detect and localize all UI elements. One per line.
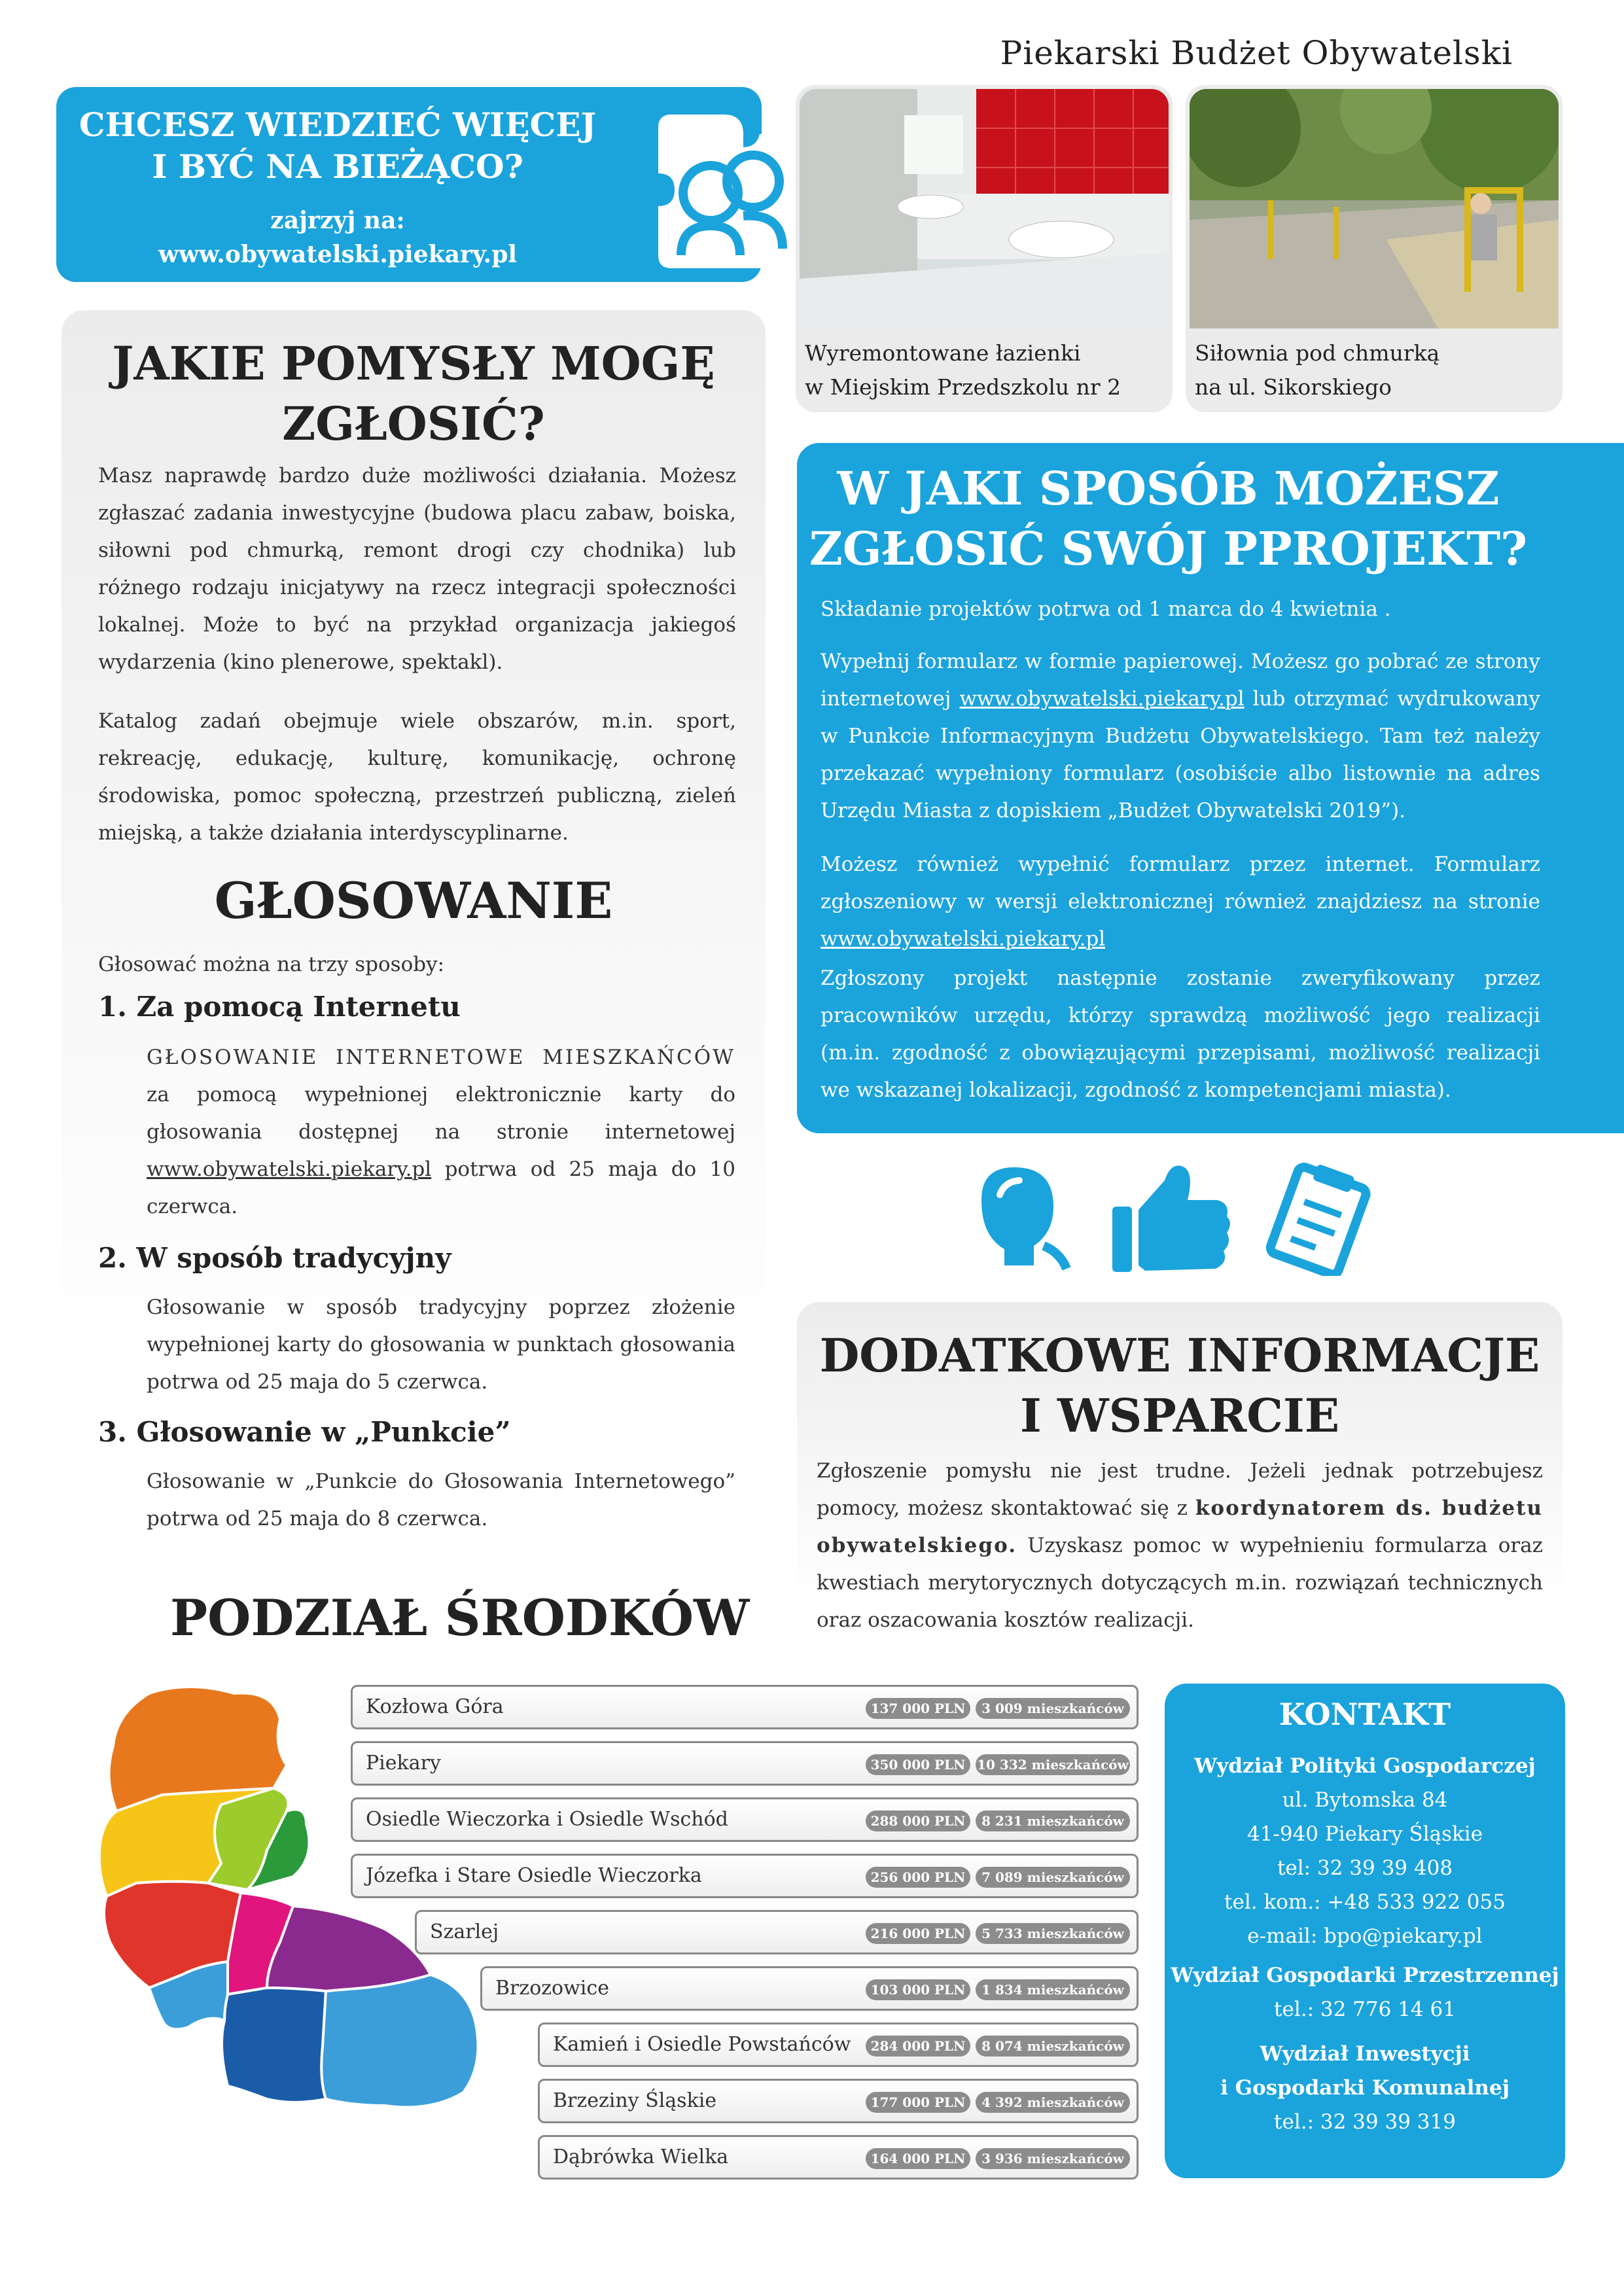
promo-subtitle <box>56 203 619 272</box>
ideas-title <box>62 334 766 454</box>
caption-line1: Wyremontowane łazienki <box>805 340 1081 366</box>
how-link-1[interactable]: www.obywatelski.piekary.pl <box>959 687 1244 711</box>
district-name: Piekary <box>366 1752 441 1775</box>
district-residents-badge: 3 936 mieszkańców <box>976 2148 1130 2169</box>
bathroom-photo <box>800 89 1169 328</box>
district-name: Kozłowa Góra <box>366 1695 504 1718</box>
voting-text-a: za pomocą wypełnionej elektronicznie karty do głosowania dostępnej na stronie internetowej <box>147 1083 735 1144</box>
additional-text-a: Zgłoszenie pomysłu nie jest trudne. Jeżeli jednak potrzebujesz pomocy, możesz skontaktować się z <box>817 1459 1543 1520</box>
promo-title-line2: I BYĆ NA BIEŻĄCO? <box>152 147 523 186</box>
ideas-paragraph-1: Masz naprawdę bardzo duże możliwości działania. Możesz zgłaszać zadania inwestycyjne (budowa placu zabaw, boiska, siłowni pod chmurką, remont drogi czy chodnika) lub różnego rodzaju inicjatywy na rzecz integracji społeczności lokalnej. Może to być na przykład organizacja jakiegoś wydarzenia (kino plenerowe, spektakl). <box>98 464 736 674</box>
voting-method-3-title: 3. Głosowanie w „Punkcie” <box>98 1416 511 1448</box>
district-row <box>480 1966 1139 2011</box>
how-paragraph-1: Składanie projektów potrwa od 1 marca do 4 kwietnia . <box>821 597 1391 621</box>
district-row <box>538 2079 1139 2123</box>
how-link-2[interactable]: www.obywatelski.piekary.pl <box>821 927 1106 951</box>
how-to-submit-box <box>797 443 1624 1133</box>
contact-dept-1: Wydział Polityki Gospodarczej <box>1194 1754 1536 1778</box>
contact-city: 41-940 Piekary Śląskie <box>1246 1822 1483 1846</box>
brand-title: Piekarski Budżet Obywatelski <box>1000 34 1513 72</box>
voting-intro: Głosować można na trzy sposoby: <box>98 953 445 976</box>
district-residents-badge: 10 332 mieszkańców <box>976 1754 1130 1775</box>
caption-line2: na ul. Sikorskiego <box>1195 374 1392 400</box>
district-amount-badge: 103 000 PLN <box>866 1979 970 2000</box>
voting-method-1-title: 1. Za pomocą Internetu <box>98 991 461 1023</box>
voting-text-b: potrwa od 25 maja do 10 czerwca. <box>147 1157 735 1218</box>
district-residents-badge: 3 009 mieszkańców <box>976 1698 1130 1719</box>
how-paragraph-2 <box>821 643 1540 830</box>
how-title-line2: ZGŁOSIĆ SWÓJ PPROJEKT? <box>809 521 1528 576</box>
voting-method-2-text: Głosowanie w sposób tradycyjny poprzez złożenie wypełnionej karty do głosowania w punktach głosowania potrwa od 25 maja do 5 czerwca. <box>147 1296 735 1394</box>
how-paragraph-3 <box>821 846 1540 958</box>
additional-title-line2: I WSPARCIE <box>1019 1388 1340 1443</box>
district-residents-badge: 8 231 mieszkańców <box>976 1810 1130 1831</box>
district-amount-badge: 137 000 PLN <box>866 1698 970 1719</box>
voting-method-3-text: Głosowanie w „Punkcie do Głosowania Internetowego” potrwa od 25 maja do 8 czerwca. <box>147 1470 735 1530</box>
district-row <box>351 1685 1139 1729</box>
district-amount-badge: 177 000 PLN <box>866 2092 970 2113</box>
district-row <box>538 2135 1139 2180</box>
voting-title: GŁOSOWANIE <box>214 872 613 930</box>
clipboard-icon <box>1269 1161 1370 1276</box>
district-amount-badge: 288 000 PLN <box>866 1810 970 1831</box>
lightbulb-icon <box>981 1167 1067 1269</box>
promo-box <box>56 87 762 282</box>
promo-title-line1: CHCESZ WIEDZIEĆ WIĘCEJ <box>79 105 597 144</box>
district-amount-badge: 164 000 PLN <box>866 2148 970 2169</box>
promo-link[interactable]: www.obywatelski.piekary.pl <box>158 241 518 268</box>
district-row <box>351 1797 1139 1842</box>
district-amount-badge: 350 000 PLN <box>866 1754 970 1775</box>
voting-caps: GŁOSOWANIE INTERNETOWE MIESZKAŃCÓW <box>147 1046 735 1069</box>
map-region-kamien <box>267 1906 431 1991</box>
district-name: Józefka i Stare Osiedle Wieczorka <box>366 1864 702 1887</box>
contact-dept-3-line2: i Gospodarki Komunalnej <box>1220 2076 1509 2100</box>
contact-street: ul. Bytomska 84 <box>1282 1788 1448 1812</box>
district-name: Brzozowice <box>495 1977 609 2000</box>
contact-phone-2[interactable]: tel.: 32 776 14 61 <box>1274 1998 1456 2021</box>
district-row <box>351 1741 1139 1786</box>
contact-phone-3[interactable]: tel.: 32 39 39 319 <box>1274 2110 1456 2134</box>
promo-title <box>56 104 619 188</box>
district-row <box>415 1910 1139 1954</box>
district-residents-badge: 4 392 mieszkańców <box>976 2092 1130 2113</box>
district-name: Osiedle Wieczorka i Osiedle Wschód <box>366 1808 728 1831</box>
how-text-c: Możesz również wypełnić formularz przez internet. Formularz zgłoszeniowy w wersji elektronicznej również znajdziesz na stronie <box>821 853 1540 913</box>
promo-sub-line1: zajrzyj na: <box>270 207 405 234</box>
ideas-title-line2: ZGŁOSIĆ? <box>282 397 545 451</box>
district-row <box>538 2022 1139 2067</box>
district-name: Szarlej <box>430 1920 499 1943</box>
how-title <box>797 459 1540 579</box>
district-name: Dąbrówka Wielka <box>553 2146 729 2168</box>
map-region-dabrowka <box>321 1975 478 2108</box>
district-row <box>351 1854 1139 1898</box>
photo-caption-gym <box>1195 336 1439 404</box>
district-residents-badge: 7 089 mieszkańców <box>976 1867 1130 1888</box>
contact-title: KONTAKT <box>1279 1697 1451 1732</box>
voting-method-2-title: 2. W sposób tradycyjny <box>98 1242 451 1274</box>
voting-link[interactable]: www.obywatelski.piekary.pl <box>147 1157 432 1181</box>
district-residents-badge: 8 074 mieszkańców <box>976 2036 1130 2057</box>
photo-card-gym <box>1186 85 1562 412</box>
how-text-a: Wypełnij formularz w formie papierowej. Możesz go pobrać ze strony internetowej <box>821 650 1540 711</box>
district-amount-badge: 284 000 PLN <box>866 2036 970 2057</box>
contact-box <box>1165 1684 1565 2178</box>
outdoor-gym-photo <box>1190 89 1559 328</box>
map-region-brzeziny <box>222 1988 326 2102</box>
people-icon <box>645 108 809 272</box>
district-residents-badge: 1 834 mieszkańców <box>976 1979 1130 2000</box>
contact-dept-2: Wydział Gospodarki Przestrzennej <box>1171 1964 1559 1987</box>
district-amount-badge: 256 000 PLN <box>866 1867 970 1888</box>
additional-paragraph <box>817 1453 1543 1639</box>
how-title-line1: W JAKI SPOSÓB MOŻESZ <box>837 461 1500 516</box>
contact-phone[interactable]: tel: 32 39 39 408 <box>1277 1856 1453 1880</box>
district-residents-badge: 5 733 mieszkańców <box>976 1923 1130 1944</box>
how-paragraph-4: Zgłoszony projekt następnie zostanie zweryfikowany przez pracowników urzędu, którzy sprawdzą możliwość jego realizacji (m.in. zgodność z obowiązującymi przepisami, możliwość realizacji we wskazanej lokalizacji, zgodność z kompetencjami miasta). <box>821 966 1540 1102</box>
additional-title <box>797 1326 1562 1446</box>
additional-bold: koordynatorem ds. budżetu obywatelskiego. <box>817 1496 1544 1557</box>
additional-text-b: Uzyskasz pomoc w wypełnieniu formularza oraz kwestiach merytorycznych dotyczących m.in. rozwiązań technicznych oraz oszacowania kosztów realizacji. <box>817 1534 1544 1632</box>
icons-row <box>968 1161 1387 1276</box>
contact-dept-3-line1: Wydział Inwestycji <box>1260 2042 1470 2066</box>
how-text-b: lub otrzymać wydrukowany w Punkcie Informacyjnym Budżetu Obywatelskiego. Tam też należy przekazać wypełniony formularz (osobiście albo listownie na adres Urzędu Miasta z dopiskiem „Budżet Obywatelski 2019”). <box>821 687 1540 822</box>
caption-line1: Siłownia pod chmurką <box>1195 340 1440 366</box>
contact-email[interactable]: e-mail: bpo@piekary.pl <box>1247 1924 1483 1948</box>
contact-mobile[interactable]: tel. kom.: +48 533 922 055 <box>1224 1890 1506 1914</box>
photo-card-bathroom <box>796 85 1173 412</box>
ideas-card <box>62 310 766 1566</box>
caption-line2: w Miejskim Przedszkolu nr 2 <box>805 374 1121 400</box>
ideas-title-line1: JAKIE POMYSŁY MOGĘ <box>112 336 715 391</box>
additional-info-card <box>797 1302 1562 1662</box>
district-name: Brzeziny Śląskie <box>553 2089 717 2112</box>
additional-title-line1: DODATKOWE INFORMACJE <box>819 1328 1540 1383</box>
photo-caption-bathroom <box>805 336 1121 404</box>
ideas-paragraph-2: Katalog zadań obejmuje wiele obszarów, m.in. sport, rekreację, edukację, kulturę, komunikację, ochronę środowiska, pomoc społeczną, przestrzeń publiczną, zieleń miejską, a także działania interdyscyplinarne. <box>98 709 736 845</box>
district-amount-badge: 216 000 PLN <box>866 1923 970 1944</box>
voting-method-1-text <box>147 1039 735 1226</box>
thumbs-up-icon <box>1112 1166 1230 1273</box>
split-title: PODZIAŁ ŚRODKÓW <box>170 1589 750 1647</box>
district-name: Kamień i Osiedle Powstańców <box>553 2033 851 2056</box>
